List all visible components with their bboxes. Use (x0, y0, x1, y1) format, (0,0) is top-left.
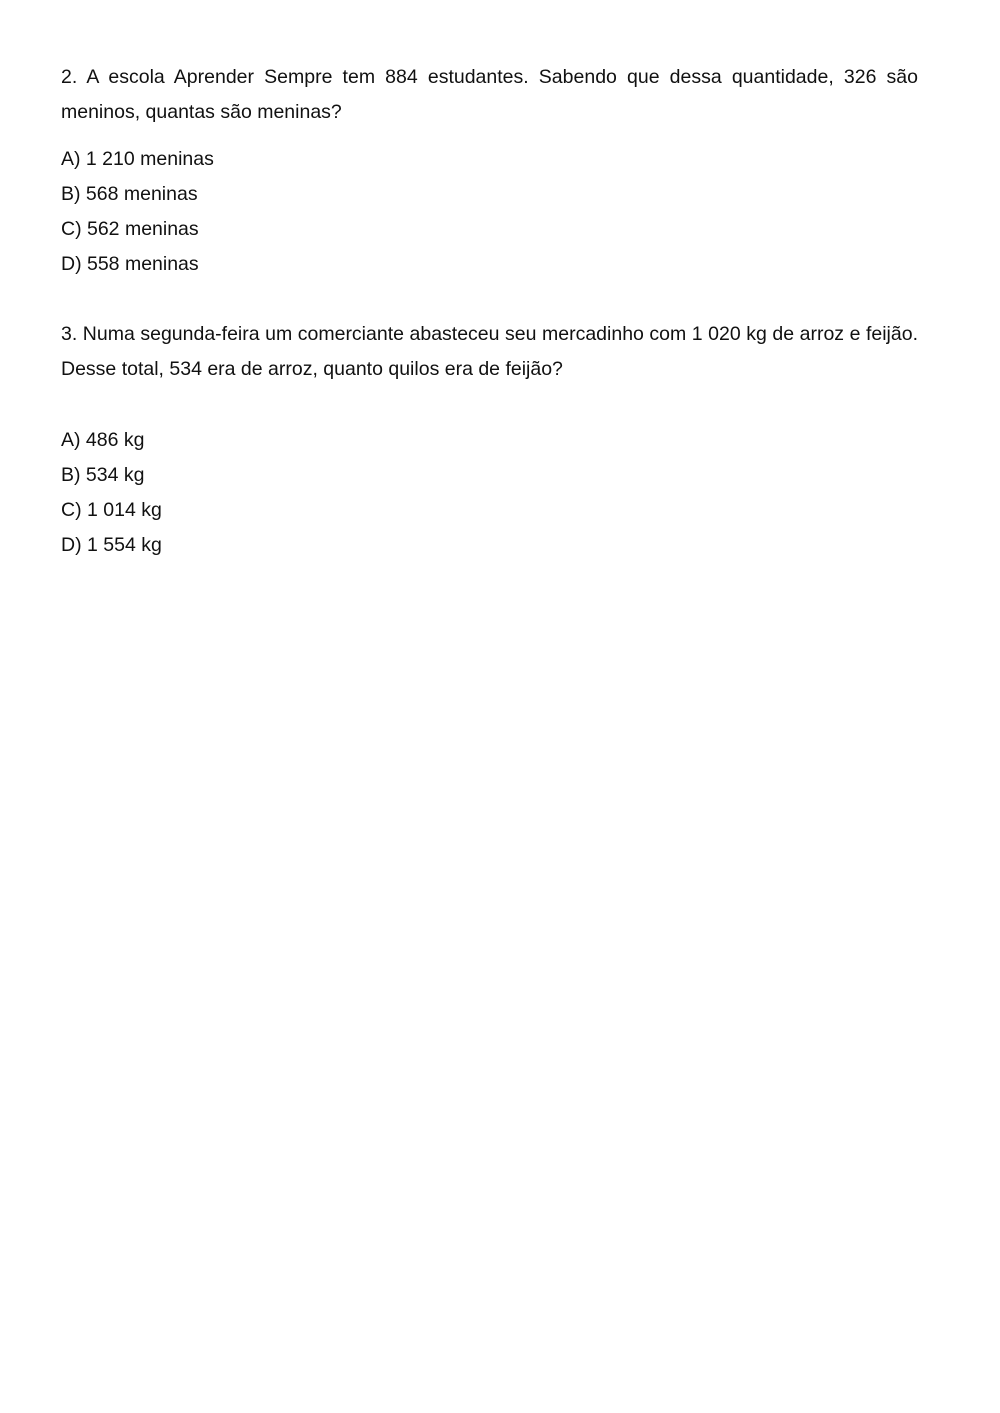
question-2-option-a[interactable]: A) 1 210 meninas (61, 148, 214, 170)
question-3-options (61, 423, 918, 563)
question-3 (61, 317, 918, 563)
question-2-option-d[interactable]: D) 558 meninas (61, 253, 199, 275)
question-2-option-b[interactable]: B) 568 meninas (61, 183, 198, 205)
question-3-option-d[interactable]: D) 1 554 kg (61, 534, 162, 556)
question-2 (61, 60, 918, 282)
question-3-prompt: 3. Numa segunda-feira um comerciante abasteceu seu mercadinho com 1 020 kg de arroz e feijão. Desse total, 534 era de arroz, quanto quilos era de feijão? (61, 323, 918, 380)
question-3-option-c[interactable]: C) 1 014 kg (61, 499, 162, 521)
question-3-option-b[interactable]: B) 534 kg (61, 464, 145, 486)
question-2-option-c[interactable]: C) 562 meninas (61, 218, 199, 240)
question-2-options (61, 142, 918, 282)
question-2-prompt: 2. A escola Aprender Sempre tem 884 estudantes. Sabendo que dessa quantidade, 326 são meninos, quantas são meninas? (61, 66, 918, 123)
question-3-option-a[interactable]: A) 486 kg (61, 429, 145, 451)
